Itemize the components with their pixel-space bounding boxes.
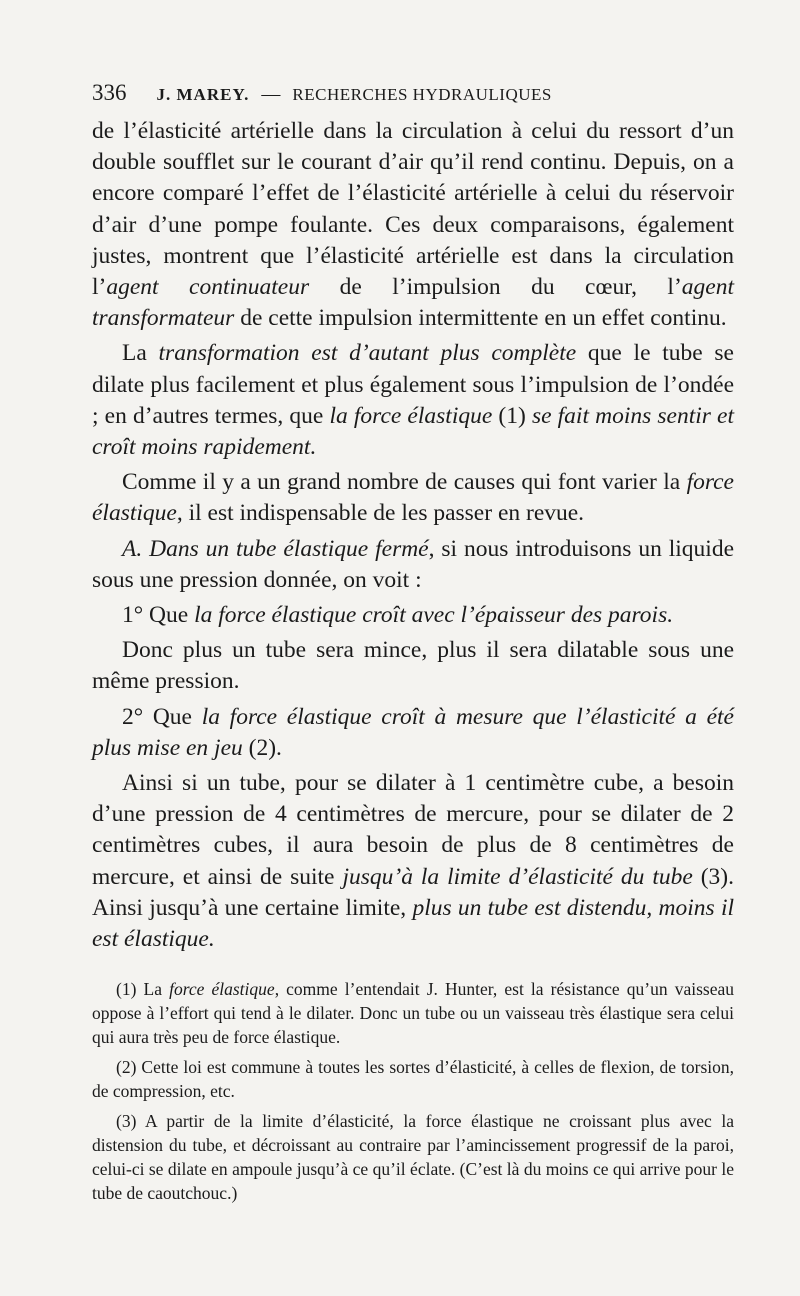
- page-number: 336: [92, 80, 127, 105]
- paragraph: [92, 116, 734, 334]
- paragraph: [92, 635, 734, 697]
- text-run: de cette impulsion intermittente en un effet continu.: [234, 305, 727, 332]
- text-run: , comme l’entendait J. Hunter, est la résistance qu’un vaisseau oppose à l’effort qui tend à le dilater. Donc un tube ou un vaisseau très élastique sera celui qui aura très peu de force élastique.: [92, 979, 734, 1048]
- footnote: [92, 1055, 734, 1103]
- running-head-author: J. MAREY.: [156, 85, 250, 104]
- text-run: La: [122, 340, 159, 367]
- running-head: [92, 80, 734, 116]
- text-run: 2° Que: [122, 703, 202, 730]
- italic-run: force élastique: [169, 979, 275, 1000]
- paragraph: [92, 702, 734, 764]
- italic-run: A. Dans un tube élastique fermé: [122, 535, 429, 562]
- text-run: Comme il y a un grand nombre de causes qui font varier la: [122, 469, 687, 496]
- text-run: Ainsi si un tube, pour se dilater à 1 centimètre cube, a besoin d’une pression de 4 centimètres de mercure, pour se dilater de 2 centimètres cubes, il aura besoin de plus de 8 centimètres de mercure, et ainsi de suite: [92, 770, 734, 890]
- text-run: que le tube se dilate plus facilement et plus également sous l’impulsion de l’ondée ; en d’autres termes, que: [92, 340, 734, 429]
- paragraph: [92, 768, 734, 955]
- text-run: de l’impulsion du cœur, l’: [309, 274, 682, 301]
- paragraph: [92, 338, 734, 463]
- paragraph: [92, 534, 734, 596]
- running-head-dash: —: [261, 84, 281, 105]
- footnotes: [92, 977, 734, 1205]
- italic-run: la force élastique croît avec l’épaisseur des parois.: [194, 602, 674, 629]
- paragraph: [92, 467, 734, 529]
- running-head-title: RECHERCHES HYDRAULIQUES: [292, 85, 552, 104]
- text-run: , il est indispensable de les passer en revue.: [176, 500, 585, 527]
- italic-run: agent transformateur: [92, 274, 735, 332]
- italic-run: la force élastique croît à mesure que l’élasticité a été plus mise en jeu: [92, 703, 734, 761]
- text-run: , si nous introduisons un liquide sous une pression donnée, on voit :: [92, 535, 735, 593]
- text-run: (3). Ainsi jusqu’à une certaine limite,: [92, 863, 734, 921]
- italic-run: la force élastique: [329, 402, 493, 429]
- text-run: Donc plus un tube sera mince, plus il sera dilatable sous une même pression.: [92, 637, 734, 695]
- text-run: (3) A partir de la limite d’élasticité, la force élastique ne croissant plus avec la distension du tube, et décroissant au contraire par l’amincissement progressif de la paroi, celui-ci se dilate en ampoule jusqu’à ce qu’il éclate. (C’est là du moins ce qui arrive pour le tube de caoutchouc.): [92, 1111, 734, 1204]
- text-run: 1° Que: [122, 602, 195, 629]
- footnote: [92, 1109, 734, 1205]
- italic-run: plus un tube est distendu, moins il est élastique.: [92, 894, 734, 953]
- body-text: [92, 116, 734, 955]
- italic-run: jusqu’à la limite d’élasticité du tube: [342, 863, 693, 890]
- italic-run: force élastique: [92, 469, 734, 527]
- paragraph: [92, 600, 734, 631]
- italic-run: agent continuateur: [106, 274, 310, 301]
- text-run: (2) Cette loi est commune à toutes les sortes d’élasticité, à celles de flexion, de torsion, de compression, etc.: [92, 1057, 734, 1102]
- text-run: de l’élasticité artérielle dans la circulation à celui du ressort d’un double soufflet sur le courant d’air qu’il rend continu. Depuis, on a encore comparé l’effet de l’élasticité artérielle à celui du réservoir d’air d’une pompe foulante. Ces deux comparaisons, également justes, montrent que l’élasticité artérielle est dans la circulation l’: [92, 118, 734, 301]
- italic-run: se fait moins sentir et croît moins rapidement.: [92, 402, 734, 461]
- text-run: (2).: [242, 734, 282, 761]
- text-run: (1): [492, 402, 532, 429]
- footnote: [92, 977, 734, 1049]
- italic-run: transformation est d’autant plus complète: [158, 340, 577, 367]
- text-run: (1) La: [116, 979, 170, 1000]
